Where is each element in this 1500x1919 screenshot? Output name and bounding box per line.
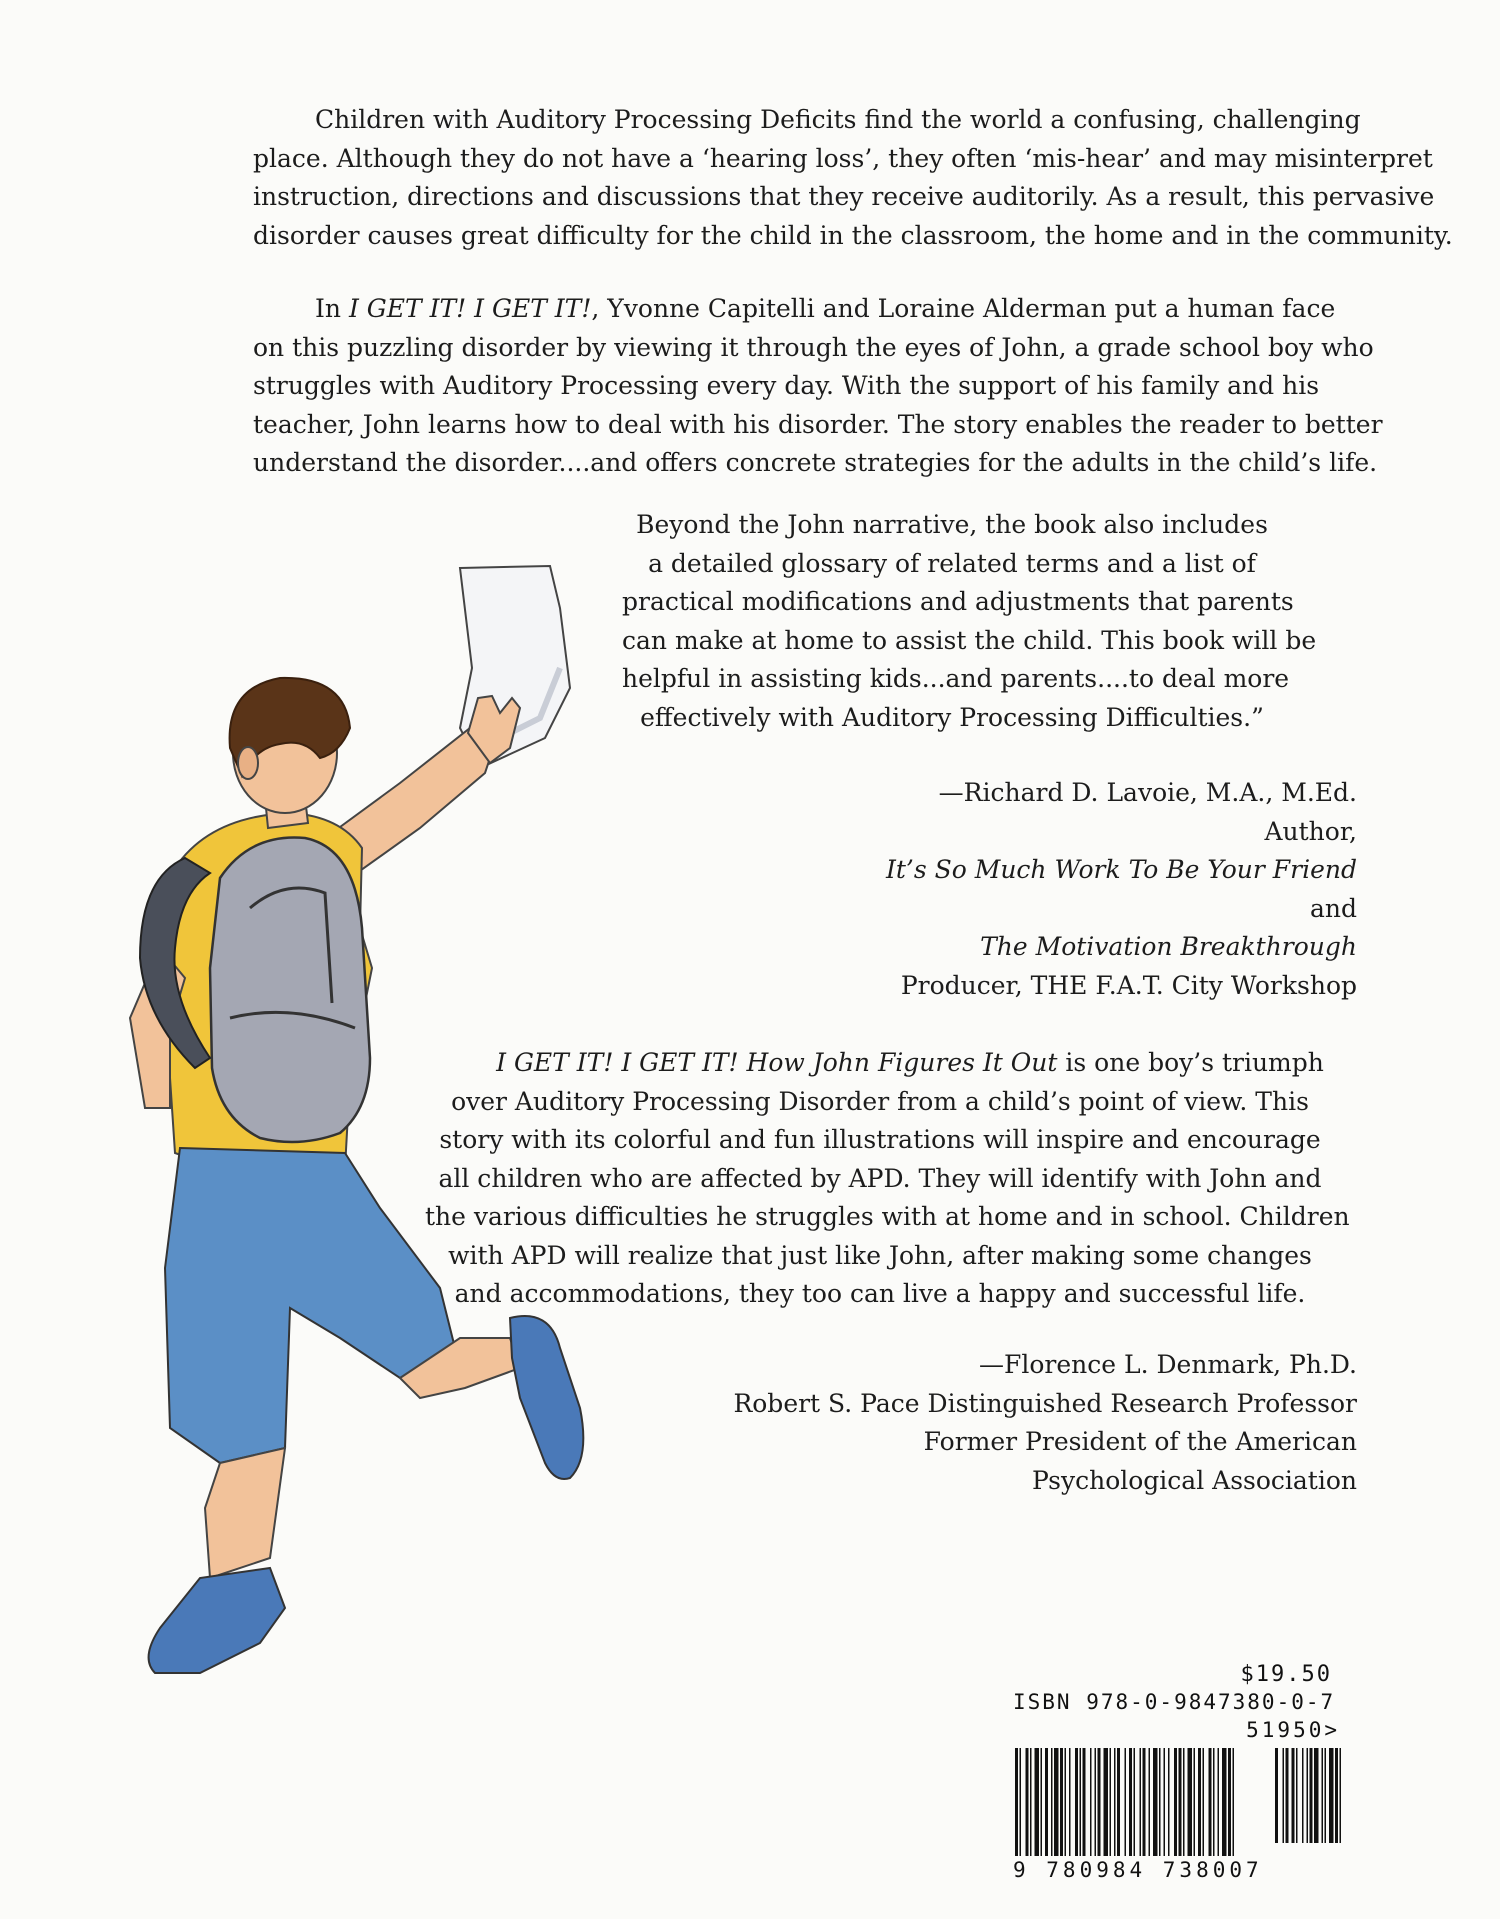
attribution-1-author: [886, 813, 1357, 890]
barcode-bar: [1117, 1748, 1120, 1856]
ear: [238, 747, 258, 779]
barcode-bar: [1098, 1748, 1101, 1856]
barcode-bar: [1194, 1748, 1196, 1856]
barcode-bar: [1090, 1748, 1092, 1856]
paragraph-1-line: instruction, directions and discussions that they receive auditorily. As a result, this pervasive: [253, 182, 1435, 211]
barcode-bar: [1051, 1748, 1053, 1856]
left-shoe-icon: [149, 1568, 285, 1673]
book-title: I GET IT! I GET IT!: [348, 294, 592, 323]
price-addon-code: 51950>: [1246, 1718, 1340, 1742]
barcode-bar: [1069, 1748, 1071, 1856]
author-prefix: Author,: [1264, 816, 1357, 846]
quote-2-line: and accommodations, they too can live a happy and successful life.: [454, 1279, 1306, 1308]
barcode-bar: [1153, 1748, 1158, 1856]
barcode-bar: [1213, 1748, 1215, 1856]
barcode-bar: [1209, 1748, 1212, 1856]
paragraph-1-line: disorder causes great difficulty for the child in the classroom, the home and in the community.: [253, 220, 1453, 250]
barcode-bar: [1054, 1748, 1059, 1856]
quote-1-line: practical modifications and adjustments that parents: [622, 587, 1294, 616]
attribution-1-producer: Producer, THE F.A.T. City Workshop: [900, 970, 1357, 1000]
quote-2-line: all children who are affected by APD. They will identify with John and: [438, 1163, 1322, 1193]
barcode-bar: [1080, 1748, 1082, 1856]
barcode-bar: [1060, 1748, 1063, 1856]
barcode-bar: [1149, 1748, 1151, 1856]
barcode-bar: [1114, 1748, 1116, 1856]
barcode-bar: [1174, 1748, 1177, 1856]
barcode-bar: [1198, 1748, 1201, 1856]
barcode-bar: [1125, 1748, 1127, 1856]
barcode-bar: [1222, 1748, 1227, 1856]
attribution-2-title-1: Robert S. Pace Distinguished Research Professor: [733, 1388, 1357, 1418]
addon-bar: [1310, 1748, 1313, 1843]
isbn-number: ISBN 978-0-9847380-0-7: [1013, 1690, 1336, 1714]
addon-bar: [1286, 1748, 1289, 1843]
barcode-bar: [1179, 1748, 1182, 1856]
paragraph-2-first-line: [253, 290, 1383, 329]
quote-2-line: the various difficulties he struggles with at home and in school. Children: [425, 1202, 1350, 1231]
barcode-bar: [1026, 1748, 1029, 1856]
addon-bar: [1283, 1748, 1285, 1843]
ean-digits: 9 780984 738007: [1013, 1858, 1263, 1882]
barcode-bar: [1045, 1748, 1048, 1856]
addon-bar: [1296, 1748, 1298, 1843]
barcode-bar: [1143, 1748, 1146, 1856]
barcode-bar: [1041, 1748, 1043, 1856]
addon-bar: [1325, 1748, 1327, 1843]
book-full-title: I GET IT! I GET IT! How John Figures It Out: [496, 1048, 1058, 1077]
quote-2-first-line: [425, 1044, 1335, 1083]
paragraph-2-intro: In: [315, 294, 349, 323]
barcode-bar: [1203, 1748, 1205, 1856]
addon-bar: [1307, 1748, 1309, 1843]
quote-2-line: over Auditory Processing Disorder from a child’s point of view. This: [451, 1086, 1309, 1116]
barcode-bar: [1030, 1748, 1032, 1856]
isbn-barcode: [1013, 1662, 1348, 1892]
paragraph-1: [253, 101, 1453, 255]
backpack: [210, 838, 370, 1143]
barcode-bar: [1140, 1748, 1142, 1856]
barcode-bar: [1075, 1748, 1078, 1856]
barcode-bar: [1129, 1748, 1132, 1856]
attribution-2: [733, 1346, 1357, 1500]
quote-2-line: story with its colorful and fun illustrations will inspire and encourage: [439, 1125, 1321, 1154]
left-leg: [205, 1448, 285, 1578]
addon-bar: [1275, 1748, 1278, 1843]
barcode-bar: [1233, 1748, 1235, 1856]
addon-bar: [1292, 1748, 1295, 1843]
quote-1: [622, 506, 1317, 737]
price: $19.50: [1240, 1662, 1332, 1687]
attribution-2-name: —Florence L. Denmark, Ph.D.: [979, 1350, 1357, 1379]
barcode-bar: [1035, 1748, 1040, 1856]
barcode-bar: [1015, 1748, 1018, 1856]
addon-bar: [1335, 1748, 1338, 1843]
addon-bar: [1302, 1748, 1304, 1843]
book-title-1: It’s So Much Work To Be Your Friend: [885, 855, 1357, 884]
and-prefix: and: [1309, 893, 1357, 923]
barcode-bar: [1188, 1748, 1193, 1856]
barcode-bar: [1110, 1748, 1112, 1856]
quote-2: [425, 1044, 1350, 1314]
barcode-bar: [1020, 1748, 1022, 1856]
paragraph-1-line: place. Although they do not have a ‘hearing loss’, they often ‘mis-hear’ and may misinterpret: [253, 143, 1433, 173]
barcode-bar: [1218, 1748, 1220, 1856]
attribution-1-and: [886, 890, 1357, 967]
barcode-bar: [1095, 1748, 1097, 1856]
attribution-2-title-2: Former President of the American: [923, 1427, 1357, 1456]
right-shoe-icon: [510, 1316, 583, 1479]
quote-2-line: with APD will realize that just like John, after making some changes: [448, 1240, 1312, 1270]
paragraph-2-line: teacher, John learns how to deal with his disorder. The story enables the reader to better: [253, 409, 1383, 439]
barcode-bar: [1065, 1748, 1067, 1856]
attribution-1-name: —Richard D. Lavoie, M.A., M.Ed.: [938, 778, 1357, 807]
barcode-bar: [1134, 1748, 1136, 1856]
quote-1-line: helpful in assisting kids...and parents....to deal more: [622, 664, 1290, 693]
barcode-bar: [1183, 1748, 1185, 1856]
paragraph-2-line: struggles with Auditory Processing every day. With the support of his family and his: [253, 371, 1320, 400]
barcode-bar: [1159, 1748, 1161, 1856]
barcode-bar: [1083, 1748, 1086, 1856]
addon-bar: [1340, 1748, 1342, 1843]
paragraph-2-line: on this puzzling disorder by viewing it through the eyes of John, a grade school boy who: [253, 332, 1374, 362]
barcode-bar: [1168, 1748, 1170, 1856]
attribution-2-title-3: Psychological Association: [1031, 1465, 1357, 1495]
shorts: [165, 1148, 455, 1463]
attribution-1: [886, 774, 1357, 1005]
addon-bar: [1322, 1748, 1324, 1843]
addon-bar: [1314, 1748, 1319, 1843]
paragraph-2-line: understand the disorder....and offers concrete strategies for the adults in the child’s life.: [253, 448, 1378, 477]
quote-1-line: effectively with Auditory Processing Difficulties.”: [640, 702, 1264, 732]
barcode-bar: [1228, 1748, 1231, 1856]
paragraph-2-rest: , Yvonne Capitelli and Loraine Alderman put a human face: [591, 294, 1336, 323]
paragraph-2: [253, 290, 1383, 483]
book-title-2: The Motivation Breakthrough: [980, 932, 1357, 961]
barcode-bar: [1164, 1748, 1166, 1856]
quote-1-line: Beyond the John narrative, the book also includes: [636, 510, 1268, 539]
quote-1-line: a detailed glossary of related terms and a list of: [648, 548, 1256, 578]
addon-bar: [1329, 1748, 1334, 1843]
quote-1-line: can make at home to assist the child. This book will be: [622, 625, 1317, 655]
barcode-bars: [1013, 1748, 1348, 1858]
paragraph-1-line: Children with Auditory Processing Deficits find the world a confusing, challenging: [315, 105, 1361, 134]
quote-2-rest: is one boy’s triumph: [1057, 1048, 1324, 1077]
barcode-bar: [1104, 1748, 1109, 1856]
